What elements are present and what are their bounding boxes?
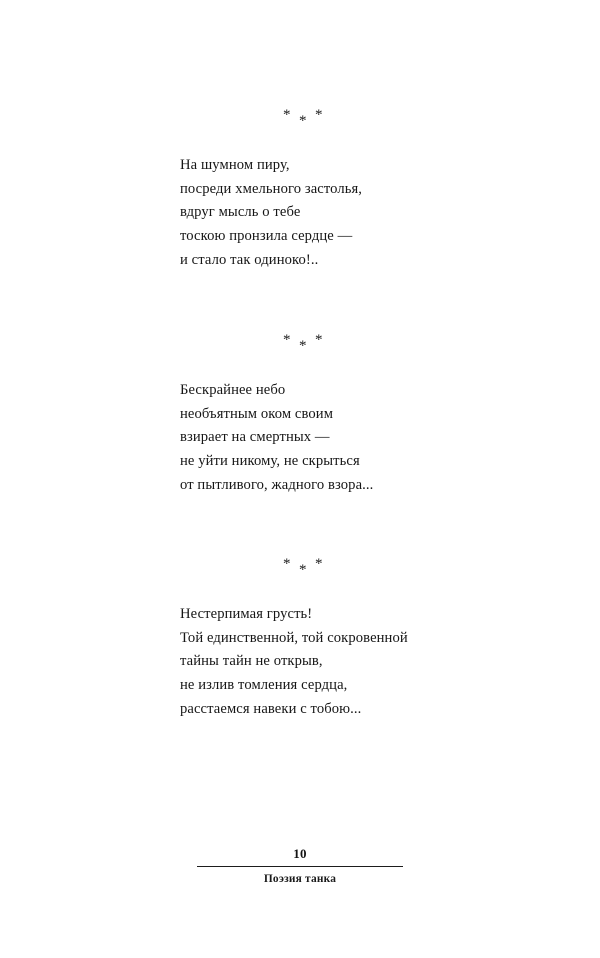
poem-line: Той единственной, той сокровенной (180, 629, 408, 646)
poem-line: тоскою пронзила сердце — (180, 228, 353, 245)
asterisk-right-icon: * (315, 556, 323, 572)
poem-separator-1 (180, 108, 510, 134)
asterism-icon (283, 333, 329, 355)
poem-separator-2 (180, 333, 510, 359)
page-number: 10 (293, 846, 307, 861)
poem-stanza (180, 603, 510, 722)
asterism-icon (283, 108, 329, 130)
poem-block-1 (180, 108, 510, 273)
poem-line: Нестерпимая грусть! (180, 606, 313, 622)
asterisk-right-icon: * (315, 107, 323, 123)
poem-line: Бескрайнее небо (180, 382, 286, 398)
poem-stanza (180, 154, 510, 273)
poem-line: от пытливого, жадного взора... (180, 476, 374, 493)
footer-divider (197, 866, 403, 867)
poem-stanza (180, 379, 510, 498)
poem-line: и стало так одиноко!.. (180, 251, 319, 268)
asterisk-left-icon: * (283, 332, 291, 348)
asterisk-left-icon: * (283, 556, 291, 572)
asterisk-right-icon: * (315, 332, 323, 348)
poem-separator-3 (180, 557, 510, 583)
poem-block-3 (180, 557, 510, 722)
poem-line: необъятным оком своим (180, 405, 334, 422)
poem-line: не уйти никому, не скрыться (180, 453, 360, 470)
running-title: Поэзия танка (263, 873, 337, 885)
poem-line: тайны тайн не открыв, (180, 653, 323, 670)
poem-line: расстаемся навеки с тобою... (180, 700, 362, 717)
poem-line: посреди хмельного застолья, (180, 180, 363, 197)
asterisk-middle-icon: * (299, 113, 307, 129)
page-footer (0, 845, 600, 887)
poem-line: На шумном пиру, (180, 157, 290, 173)
poem-block-2 (180, 333, 510, 498)
asterism-icon (283, 557, 329, 579)
asterisk-left-icon: * (283, 107, 291, 123)
asterisk-middle-icon: * (299, 338, 307, 354)
poem-line: не излив томления сердца, (180, 677, 348, 694)
asterisk-middle-icon: * (299, 562, 307, 578)
poem-line: вдруг мысль о тебе (180, 204, 301, 221)
poem-line: взирает на смертных — (180, 429, 330, 446)
